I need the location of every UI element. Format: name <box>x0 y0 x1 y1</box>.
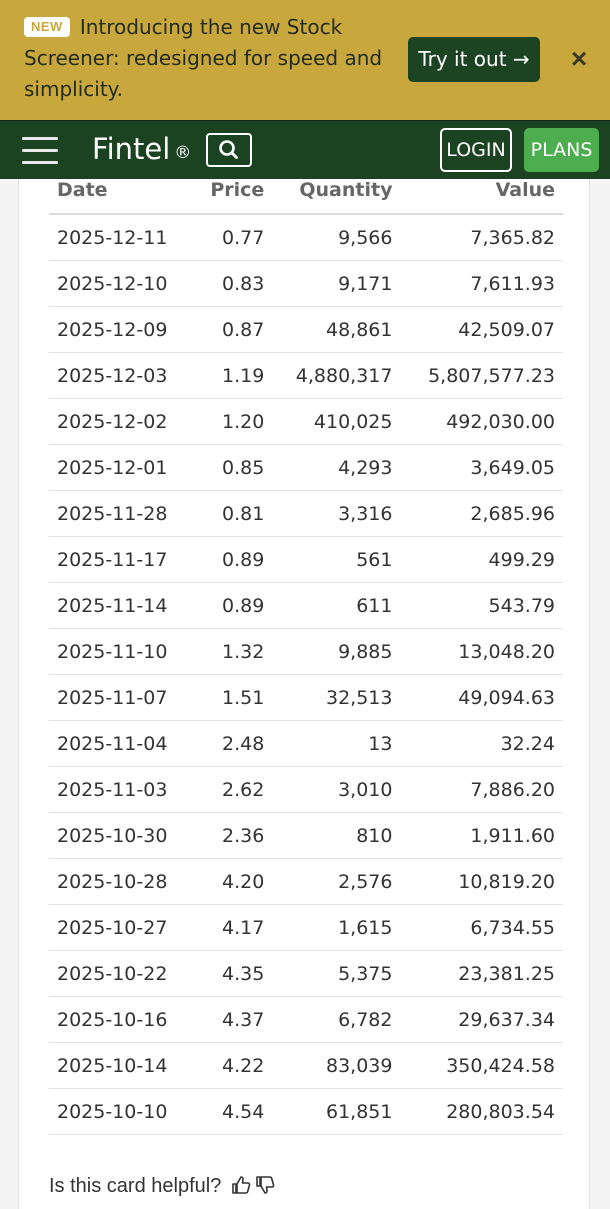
cell-quantity: 5,375 <box>272 951 400 997</box>
cell-date: 2025-10-14 <box>49 1043 193 1089</box>
table-row <box>49 629 563 675</box>
plans-button[interactable]: PLANS <box>524 128 599 172</box>
table-row <box>49 721 563 767</box>
cell-date: 2025-10-22 <box>49 951 193 997</box>
cell-value: 6,734.55 <box>400 905 563 951</box>
cell-value: 350,424.58 <box>400 1043 563 1089</box>
table-row <box>49 353 563 399</box>
cell-price: 2.62 <box>193 767 273 813</box>
feedback-prompt <box>49 1174 275 1198</box>
cell-date: 2025-12-02 <box>49 399 193 445</box>
search-icon <box>208 135 250 165</box>
cell-date: 2025-12-01 <box>49 445 193 491</box>
cell-price: 4.17 <box>193 905 273 951</box>
column-header-value[interactable]: Value <box>400 179 563 214</box>
table-row <box>49 583 563 629</box>
cell-date: 2025-11-04 <box>49 721 193 767</box>
cell-date: 2025-10-27 <box>49 905 193 951</box>
try-it-out-button[interactable]: Try it out → <box>408 37 540 82</box>
cell-date: 2025-11-03 <box>49 767 193 813</box>
column-header-quantity[interactable]: Quantity <box>272 179 400 214</box>
cell-quantity: 9,566 <box>272 214 400 261</box>
table-header-row <box>49 179 563 214</box>
table-row <box>49 261 563 307</box>
cell-date: 2025-11-17 <box>49 537 193 583</box>
table-row <box>49 813 563 859</box>
search-button[interactable] <box>206 133 252 167</box>
top-nav <box>0 120 610 179</box>
cell-price: 4.54 <box>193 1089 273 1135</box>
table-row <box>49 307 563 353</box>
cell-value: 13,048.20 <box>400 629 563 675</box>
cell-value: 23,381.25 <box>400 951 563 997</box>
cell-price: 4.37 <box>193 997 273 1043</box>
cell-price: 1.32 <box>193 629 273 675</box>
cell-value: 32.24 <box>400 721 563 767</box>
cell-value: 29,637.34 <box>400 997 563 1043</box>
cell-quantity: 611 <box>272 583 400 629</box>
cell-value: 42,509.07 <box>400 307 563 353</box>
cell-quantity: 4,293 <box>272 445 400 491</box>
registered-mark: ® <box>174 143 192 163</box>
table-row <box>49 1089 563 1135</box>
cell-quantity: 9,171 <box>272 261 400 307</box>
cell-value: 10,819.20 <box>400 859 563 905</box>
cell-price: 0.77 <box>193 214 273 261</box>
table-row <box>49 675 563 721</box>
cell-price: 4.20 <box>193 859 273 905</box>
cell-price: 1.51 <box>193 675 273 721</box>
brand-logo[interactable] <box>92 131 191 171</box>
cell-price: 2.36 <box>193 813 273 859</box>
promo-banner <box>0 0 610 120</box>
cell-price: 0.87 <box>193 307 273 353</box>
table-body <box>49 214 563 1135</box>
cell-quantity: 810 <box>272 813 400 859</box>
login-button[interactable]: LOGIN <box>440 128 512 172</box>
cell-quantity: 13 <box>272 721 400 767</box>
table-row <box>49 859 563 905</box>
cell-quantity: 32,513 <box>272 675 400 721</box>
cell-value: 5,807,577.23 <box>400 353 563 399</box>
trades-table <box>49 179 563 1135</box>
cell-price: 2.48 <box>193 721 273 767</box>
cell-quantity: 3,316 <box>272 491 400 537</box>
table-row <box>49 214 563 261</box>
thumbs-up-icon[interactable] <box>231 1175 251 1195</box>
cell-price: 0.81 <box>193 491 273 537</box>
cell-quantity: 4,880,317 <box>272 353 400 399</box>
cell-value: 3,649.05 <box>400 445 563 491</box>
table-row <box>49 905 563 951</box>
cell-price: 0.89 <box>193 537 273 583</box>
cell-price: 4.35 <box>193 951 273 997</box>
cell-quantity: 3,010 <box>272 767 400 813</box>
cell-price: 0.83 <box>193 261 273 307</box>
table-row <box>49 445 563 491</box>
cell-quantity: 61,851 <box>272 1089 400 1135</box>
column-header-date[interactable]: Date <box>49 179 193 214</box>
cell-date: 2025-12-10 <box>49 261 193 307</box>
cell-value: 280,803.54 <box>400 1089 563 1135</box>
table-row <box>49 1043 563 1089</box>
cell-quantity: 410,025 <box>272 399 400 445</box>
cell-price: 1.20 <box>193 399 273 445</box>
menu-icon[interactable] <box>22 137 58 165</box>
cell-date: 2025-10-28 <box>49 859 193 905</box>
cell-value: 543.79 <box>400 583 563 629</box>
close-icon[interactable]: × <box>570 43 588 74</box>
cell-price: 0.89 <box>193 583 273 629</box>
cell-quantity: 6,782 <box>272 997 400 1043</box>
cell-date: 2025-10-10 <box>49 1089 193 1135</box>
table-row <box>49 997 563 1043</box>
table-row <box>49 399 563 445</box>
cell-date: 2025-11-07 <box>49 675 193 721</box>
cell-value: 2,685.96 <box>400 491 563 537</box>
cell-quantity: 83,039 <box>272 1043 400 1089</box>
cell-value: 499.29 <box>400 537 563 583</box>
cell-date: 2025-11-10 <box>49 629 193 675</box>
thumbs-down-icon[interactable] <box>255 1175 275 1195</box>
column-header-price[interactable]: Price <box>193 179 273 214</box>
banner-text <box>24 12 384 105</box>
cell-quantity: 9,885 <box>272 629 400 675</box>
cell-quantity: 1,615 <box>272 905 400 951</box>
cell-price: 4.22 <box>193 1043 273 1089</box>
cell-value: 492,030.00 <box>400 399 563 445</box>
cell-quantity: 561 <box>272 537 400 583</box>
cell-date: 2025-12-03 <box>49 353 193 399</box>
cell-value: 49,094.63 <box>400 675 563 721</box>
new-badge: NEW <box>24 17 70 37</box>
table-row <box>49 951 563 997</box>
cell-quantity: 48,861 <box>272 307 400 353</box>
cell-quantity: 2,576 <box>272 859 400 905</box>
cell-date: 2025-10-16 <box>49 997 193 1043</box>
table-row <box>49 537 563 583</box>
cell-value: 7,886.20 <box>400 767 563 813</box>
cell-date: 2025-11-28 <box>49 491 193 537</box>
cell-date: 2025-11-14 <box>49 583 193 629</box>
trades-card <box>18 179 590 1209</box>
table-row <box>49 767 563 813</box>
cell-date: 2025-12-11 <box>49 214 193 261</box>
brand-name: Fintel <box>92 132 171 166</box>
cell-price: 0.85 <box>193 445 273 491</box>
cell-value: 7,365.82 <box>400 214 563 261</box>
cell-value: 1,911.60 <box>400 813 563 859</box>
cell-date: 2025-10-30 <box>49 813 193 859</box>
banner-message: Introducing the new Stock Screener: redesigned for speed and simplicity. <box>24 15 383 101</box>
table-row <box>49 491 563 537</box>
cell-date: 2025-12-09 <box>49 307 193 353</box>
cell-value: 7,611.93 <box>400 261 563 307</box>
feedback-question: Is this card helpful? <box>49 1175 222 1197</box>
cell-price: 1.19 <box>193 353 273 399</box>
